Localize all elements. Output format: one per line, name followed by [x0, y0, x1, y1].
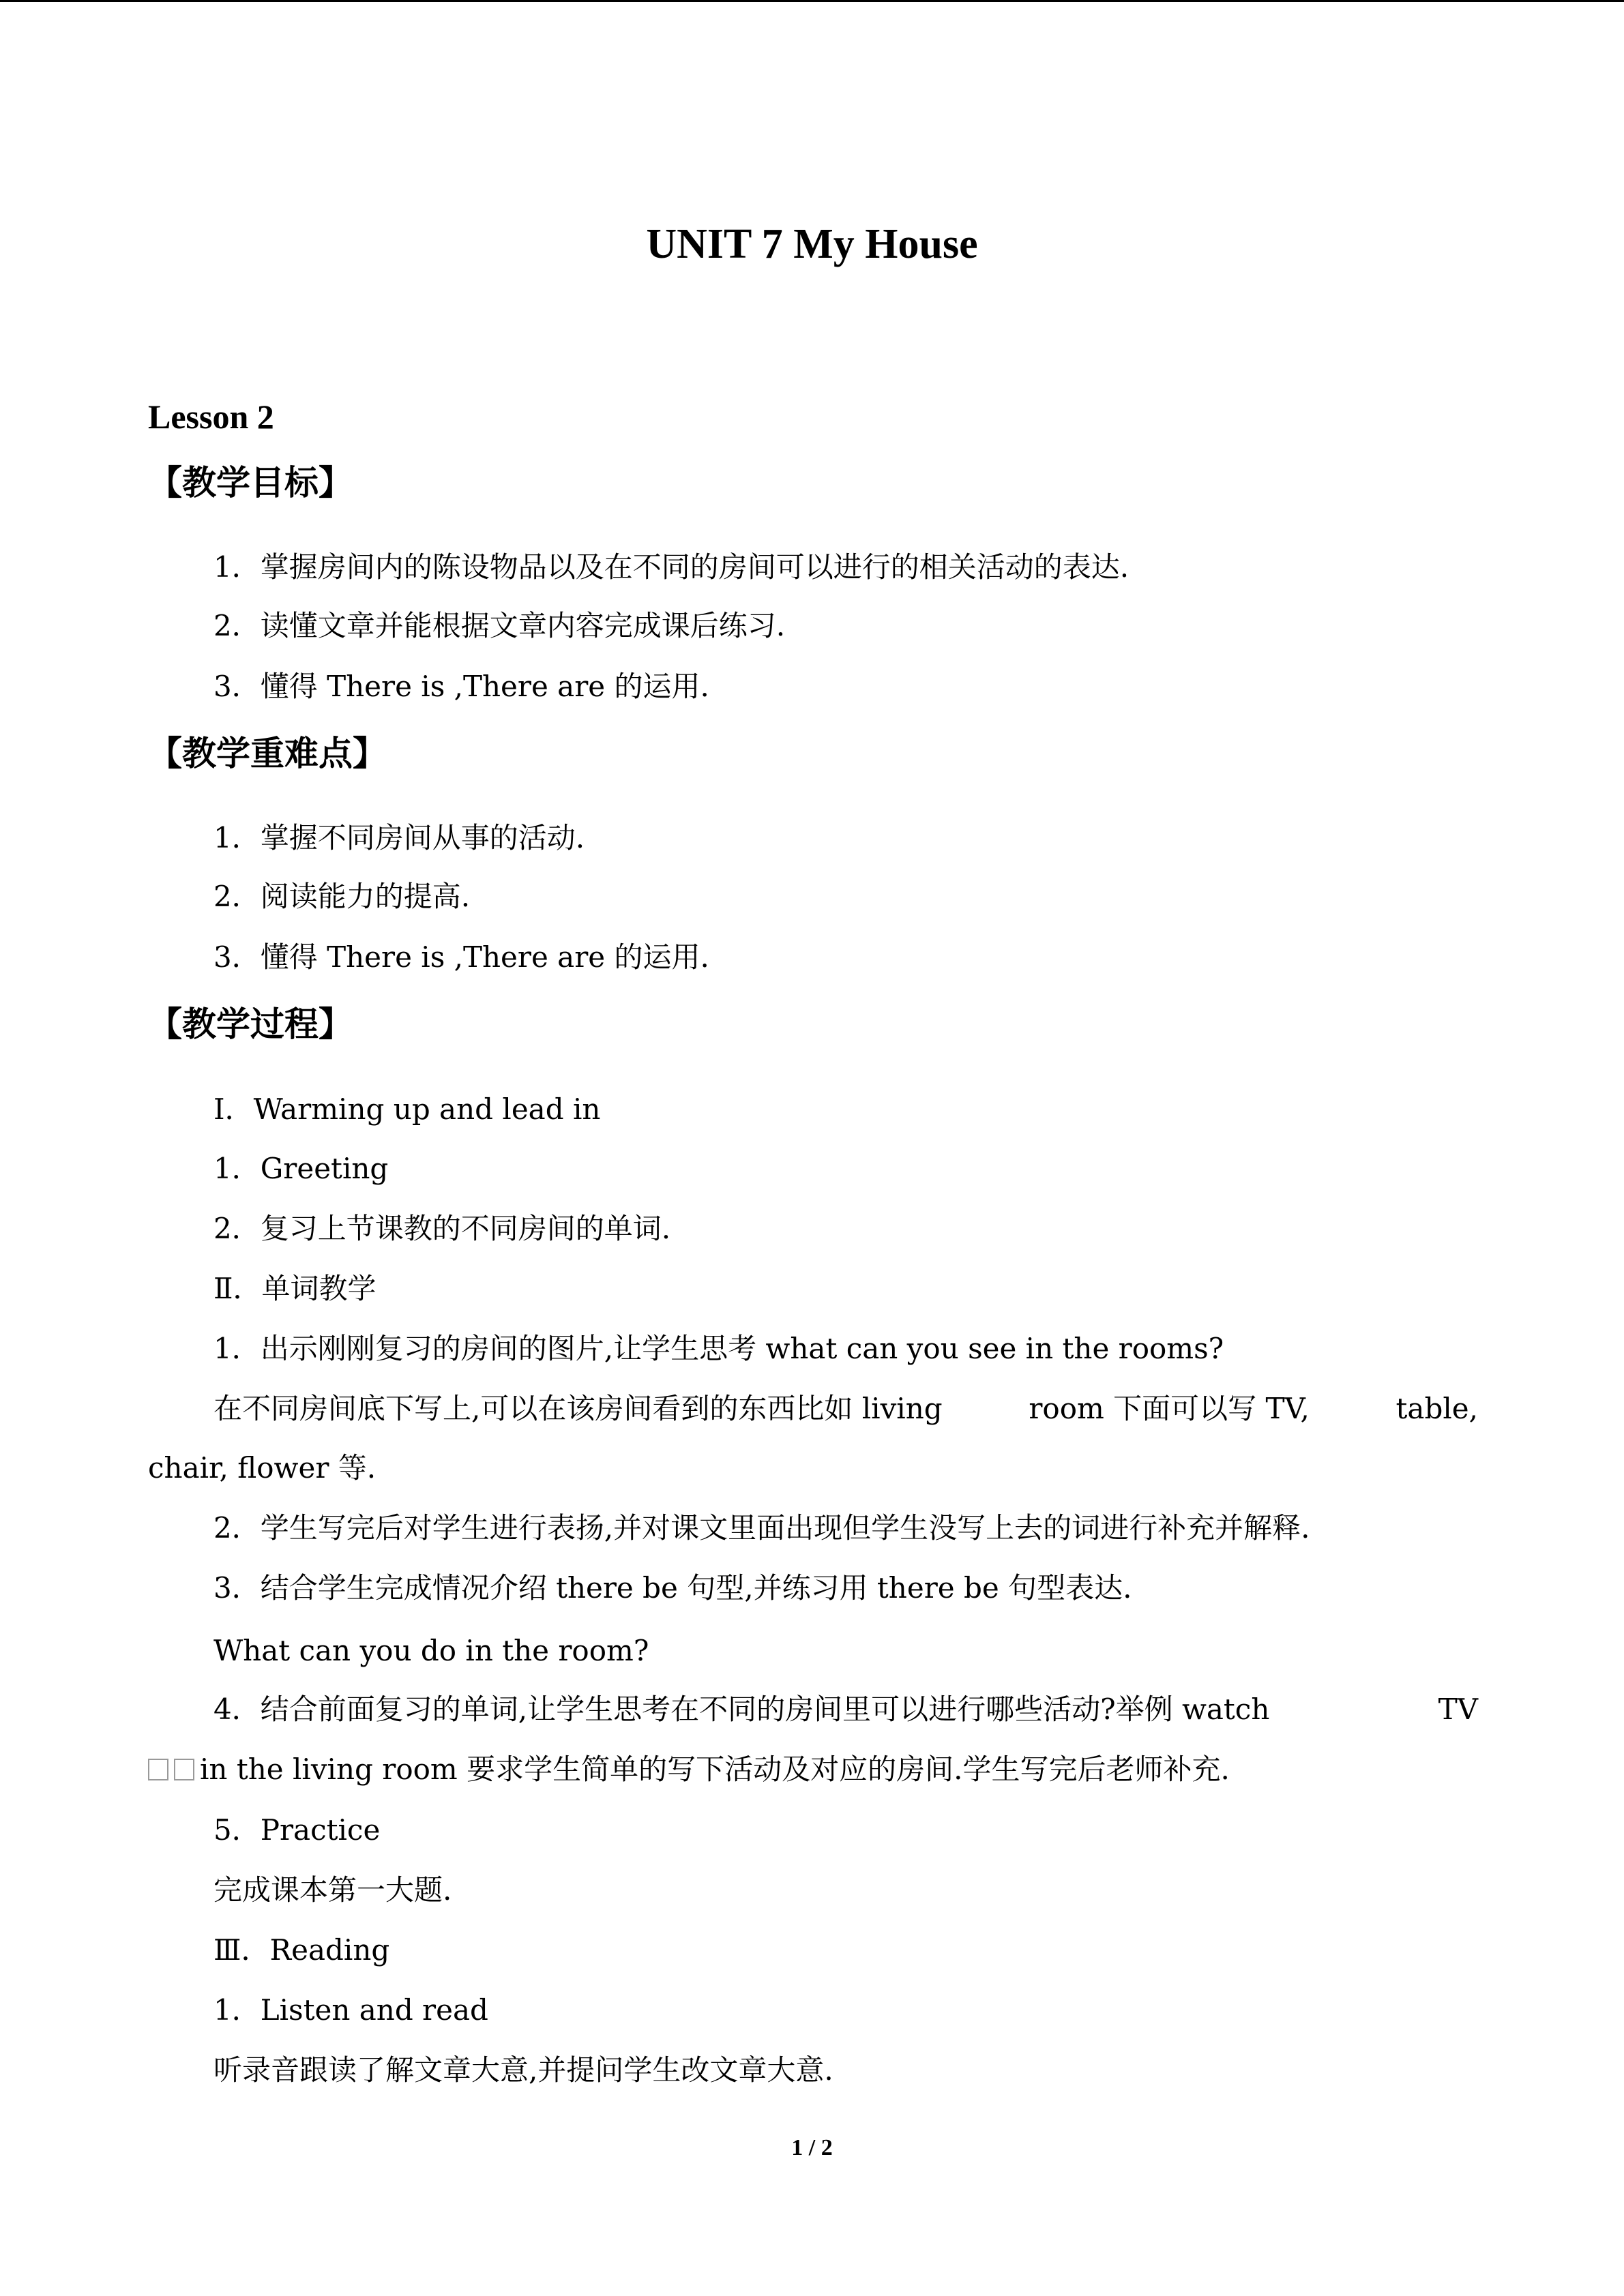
missing-glyph-box — [174, 1759, 194, 1780]
paragraph-part: room 下面可以写 TV, — [1029, 1392, 1310, 1425]
process-line: Ⅲ．Reading — [213, 1933, 390, 1967]
missing-glyph-box — [148, 1759, 168, 1780]
process-line: 3．结合学生完成情况介绍 there be 句型,并练习用 there be 句型表达. — [213, 1571, 1132, 1605]
process-line: What can you do in the room? — [213, 1634, 649, 1667]
objective-item: 2．读懂文章并能根据文章内容完成课后练习. — [213, 609, 786, 642]
paragraph-part: TV — [1438, 1693, 1478, 1726]
process-line: 听录音跟读了解文章大意,并提问学生改文章大意. — [213, 2053, 833, 2087]
process-line: 1．Listen and read — [213, 1993, 488, 2027]
document-title: UNIT 7 My House — [646, 221, 978, 267]
process-paragraph-living-room — [213, 1388, 1478, 1429]
section-heading-key-points: 【教学重难点】 — [148, 733, 387, 773]
paragraph-part: table, — [1396, 1392, 1478, 1425]
objective-item: 1．掌握房间内的陈设物品以及在不同的房间可以进行的相关活动的表达. — [213, 550, 1130, 584]
process-line: 1．出示刚刚复习的房间的图片,让学生思考 what can you see in the rooms? — [213, 1332, 1224, 1365]
process-paragraph-continuation: chair, flower 等. — [148, 1451, 377, 1485]
key-point-item: 3．懂得 There is ,There are 的运用. — [213, 940, 709, 974]
process-line: 完成课本第一大题. — [213, 1873, 452, 1907]
process-line: 1．Greeting — [213, 1152, 389, 1185]
process-paragraph-continuation — [148, 1749, 1230, 1790]
key-point-item: 2．阅读能力的提高. — [213, 880, 471, 913]
process-line: 5．Practice — [213, 1813, 381, 1847]
key-point-item: 1．掌握不同房间从事的活动. — [213, 821, 585, 854]
section-heading-process: 【教学过程】 — [148, 1004, 353, 1044]
page-number: 1 / 2 — [791, 2135, 833, 2160]
process-line: 2．复习上节课教的不同房间的单词. — [213, 1212, 671, 1245]
process-line: Ⅰ．Warming up and lead in — [213, 1092, 601, 1126]
section-heading-objectives: 【教学目标】 — [148, 462, 353, 503]
paragraph-part: 4．结合前面复习的单词,让学生思考在不同的房间里可以进行哪些活动?举例 watch — [213, 1693, 1270, 1726]
paragraph-text: in the living room 要求学生简单的写下活动及对应的房间.学生写完后老师补充. — [200, 1753, 1230, 1786]
process-line: Ⅱ．单词教学 — [213, 1272, 377, 1305]
paragraph-part: 在不同房间底下写上,可以在该房间看到的东西比如 living — [213, 1392, 943, 1425]
process-paragraph-activities — [213, 1689, 1478, 1730]
process-line: 2．学生写完后对学生进行表扬,并对课文里面出现但学生没写上去的词进行补充并解释. — [213, 1511, 1310, 1545]
lesson-label: Lesson 2 — [148, 398, 274, 436]
objective-item: 3．懂得 There is ,There are 的运用. — [213, 670, 709, 703]
